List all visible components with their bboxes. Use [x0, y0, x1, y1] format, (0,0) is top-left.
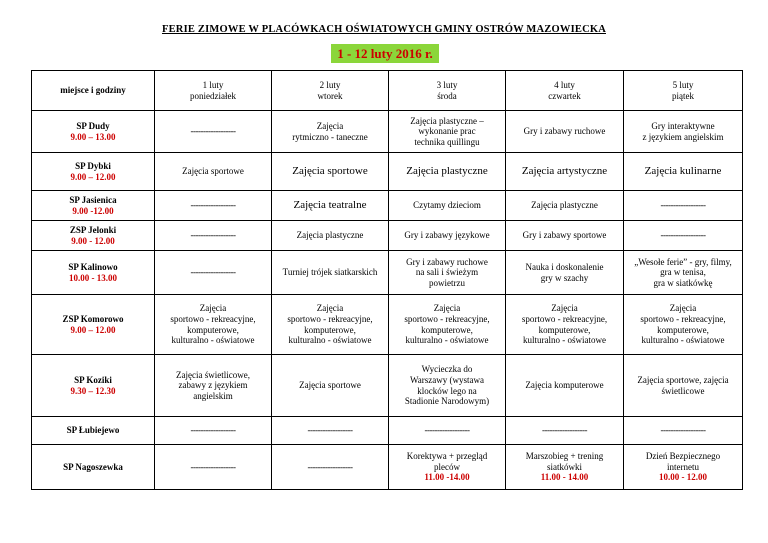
table-row — [32, 445, 743, 490]
table-row — [32, 251, 743, 295]
place-cell — [32, 111, 155, 153]
place-cell — [32, 295, 155, 355]
activity-cell — [272, 295, 389, 355]
day-date: 3 luty — [436, 79, 458, 90]
activity-cell — [389, 221, 506, 251]
table-row — [32, 295, 743, 355]
activity-text: Gry i zabawy ruchowe — [523, 126, 606, 137]
empty-placeholder: ------------------ — [542, 425, 587, 436]
activity-time: 11.00 - 14.00 — [540, 472, 589, 483]
school-hours: 9.30 – 12.30 — [70, 385, 116, 396]
activity-time: 10.00 - 12.00 — [659, 472, 707, 483]
activity-text: Zajęcia sportowe — [292, 165, 368, 178]
school-name: SP Koziki — [74, 374, 112, 385]
activity-text: Zajęcia sportowo - rekreacyjne, komputerowe, kulturalno - oświatowe — [640, 303, 726, 346]
day-weekday: czwartek — [548, 90, 581, 101]
activity-text: Zajęcia plastyczne — [406, 165, 488, 178]
activity-cell — [155, 251, 272, 295]
empty-placeholder: ------------------ — [307, 425, 353, 436]
activity-cell — [272, 445, 389, 490]
activity-text: Zajęcia sportowe — [182, 166, 244, 177]
school-name: SP Łubiejewo — [66, 425, 120, 436]
activity-text: Zajęcia plastyczne – wykonanie prac technika quillingu — [410, 115, 484, 147]
activity-cell — [272, 251, 389, 295]
table-row — [32, 153, 743, 191]
activity-cell — [389, 153, 506, 191]
day-weekday: środa — [437, 90, 457, 101]
activity-text: Zajęcia kulinarne — [644, 165, 722, 178]
activity-cell — [272, 417, 389, 445]
activity-cell — [624, 111, 743, 153]
activity-text: „Wesołe ferie” - gry, filmy, gra w tenisa, gra w siatkówkę — [634, 256, 732, 288]
school-name: SP Kalinowo — [68, 261, 118, 272]
activity-cell — [272, 111, 389, 153]
activity-cell — [272, 191, 389, 221]
activity-cell — [389, 355, 506, 417]
activity-text: Czytamy dzieciom — [413, 200, 481, 211]
place-cell — [32, 355, 155, 417]
empty-placeholder: ------------------ — [424, 425, 470, 436]
activity-text: Dzień Bezpiecznego internetu — [645, 451, 721, 472]
empty-placeholder: ------------------ — [190, 230, 236, 241]
school-hours: 10.00 - 13.00 — [69, 272, 117, 283]
activity-text: Gry i zabawy ruchowe na sali i świeżym powietrzu — [406, 256, 488, 288]
activity-cell — [624, 355, 743, 417]
activity-text: Gry interaktywne z językiem angielskim — [642, 120, 724, 142]
activity-cell — [624, 221, 743, 251]
activity-cell — [389, 251, 506, 295]
activity-cell — [506, 221, 624, 251]
school-name: SP Jasienica — [69, 194, 117, 205]
activity-text: Zajęcia sportowe, zajęcia świetlicowe — [637, 374, 729, 396]
school-name: ZSP Komorowo — [62, 313, 124, 324]
header-row — [32, 71, 743, 111]
activity-cell — [624, 445, 743, 490]
activity-text: Zajęcia sportowe — [299, 380, 361, 391]
activity-text: Zajęcia sportowo - rekreacyjne, komputerowe, kulturalno - oświatowe — [404, 303, 490, 346]
empty-placeholder: ------------------ — [660, 230, 706, 241]
school-name: SP Nagoszewka — [63, 461, 123, 472]
table-row — [32, 221, 743, 251]
school-hours: 9.00 -12.00 — [72, 205, 114, 216]
table-row — [32, 191, 743, 221]
day-date: 4 luty — [554, 79, 575, 90]
activity-text: Zajęcia rytmiczno - taneczne — [292, 120, 368, 142]
activity-text: Wycieczka do Warszawy (wystawa klocków lego na Stadionie Narodowym) — [404, 364, 490, 407]
schedule-table — [31, 70, 743, 490]
activity-text: Gry i zabawy językowe — [404, 230, 490, 241]
activity-cell — [506, 111, 624, 153]
place-cell — [32, 251, 155, 295]
school-name: SP Dybki — [75, 160, 111, 171]
school-hours: 9.00 – 12.00 — [70, 171, 116, 182]
table-row — [32, 417, 743, 445]
activity-cell — [624, 251, 743, 295]
activity-cell — [506, 295, 624, 355]
activity-cell — [389, 191, 506, 221]
header-day-cell — [155, 71, 272, 111]
activity-cell — [272, 355, 389, 417]
day-date: 1 luty — [202, 79, 224, 90]
empty-placeholder: ------------------ — [190, 425, 236, 436]
table-row — [32, 355, 743, 417]
day-weekday: piątek — [672, 90, 694, 101]
activity-text: Turniej trójek siatkarskich — [282, 267, 378, 278]
activity-text: Zajęcia sportowo - rekreacyjne, komputerowe, kulturalno - oświatowe — [170, 303, 256, 346]
activity-cell — [389, 445, 506, 490]
empty-placeholder: ------------------ — [190, 267, 236, 278]
empty-placeholder: ------------------ — [307, 461, 353, 472]
activity-text: Zajęcia komputerowe — [525, 380, 604, 391]
document-title: FERIE ZIMOWE W PLACÓWKACH OŚWIATOWYCH GMINY OSTRÓW MAZOWIECKA — [161, 24, 606, 35]
activity-cell — [506, 355, 624, 417]
activity-text: Zajęcia świetlicowe, zabawy z językiem angielskim — [176, 369, 250, 401]
activity-cell — [389, 295, 506, 355]
activity-cell — [506, 251, 624, 295]
activity-cell — [155, 417, 272, 445]
day-weekday: poniedziałek — [190, 90, 236, 101]
place-cell — [32, 417, 155, 445]
activity-cell — [624, 417, 743, 445]
activity-cell — [506, 191, 624, 221]
header-place-label: miejsce i godziny — [60, 85, 126, 96]
place-cell — [32, 153, 155, 191]
activity-cell — [155, 111, 272, 153]
activity-text: Marszobieg + trening siatkówki — [525, 451, 604, 472]
activity-time: 11.00 -14.00 — [424, 472, 470, 483]
activity-cell — [624, 295, 743, 355]
activity-text: Zajęcia teatralne — [293, 199, 367, 212]
activity-cell — [155, 295, 272, 355]
header-day-cell — [624, 71, 743, 111]
activity-text: Zajęcia sportowo - rekreacyjne, komputerowe, kulturalno - oświatowe — [287, 303, 373, 346]
activity-cell — [389, 111, 506, 153]
activity-cell — [389, 417, 506, 445]
place-cell — [32, 221, 155, 251]
school-name: SP Dudy — [76, 120, 110, 131]
activity-cell — [624, 153, 743, 191]
activity-cell — [272, 153, 389, 191]
empty-placeholder: ------------------ — [190, 461, 236, 472]
header-place-cell — [32, 71, 155, 111]
header-day-cell — [272, 71, 389, 111]
activity-cell — [155, 153, 272, 191]
activity-cell — [506, 153, 624, 191]
activity-text: Nauka i doskonalenie gry w szachy — [525, 261, 604, 283]
activity-text: Zajęcia plastyczne — [531, 200, 598, 211]
activity-text: Zajęcia plastyczne — [296, 230, 364, 241]
activity-cell — [624, 191, 743, 221]
empty-placeholder: ------------------ — [190, 200, 236, 211]
activity-cell — [155, 445, 272, 490]
school-hours: 9.00 - 12.00 — [71, 235, 115, 246]
day-date: 2 luty — [319, 79, 341, 90]
empty-placeholder: ------------------ — [190, 126, 236, 137]
activity-text: Zajęcia sportowo - rekreacyjne, komputerowe, kulturalno - oświatowe — [521, 303, 608, 346]
place-cell — [32, 191, 155, 221]
school-hours: 9.00 – 12.00 — [70, 324, 116, 335]
activity-cell — [272, 221, 389, 251]
activity-cell — [155, 355, 272, 417]
activity-cell — [155, 221, 272, 251]
activity-cell — [506, 417, 624, 445]
empty-placeholder: ------------------ — [660, 200, 706, 211]
header-day-cell — [389, 71, 506, 111]
table-row — [32, 111, 743, 153]
school-hours: 9.00 – 13.00 — [70, 131, 116, 142]
header-day-cell — [506, 71, 624, 111]
activity-cell — [506, 445, 624, 490]
date-range-banner: 1 - 12 luty 2016 r. — [331, 44, 439, 63]
place-cell — [32, 445, 155, 490]
empty-placeholder: ------------------ — [660, 425, 706, 436]
day-weekday: wtorek — [317, 90, 343, 101]
activity-text: Gry i zabawy sportowe — [522, 230, 607, 241]
school-name: ZSP Jelonki — [69, 224, 117, 235]
activity-text: Zajęcia artystyczne — [521, 165, 608, 178]
day-date: 5 luty — [672, 79, 694, 90]
activity-cell — [155, 191, 272, 221]
activity-text: Korektywa + przegląd pleców — [406, 451, 488, 472]
